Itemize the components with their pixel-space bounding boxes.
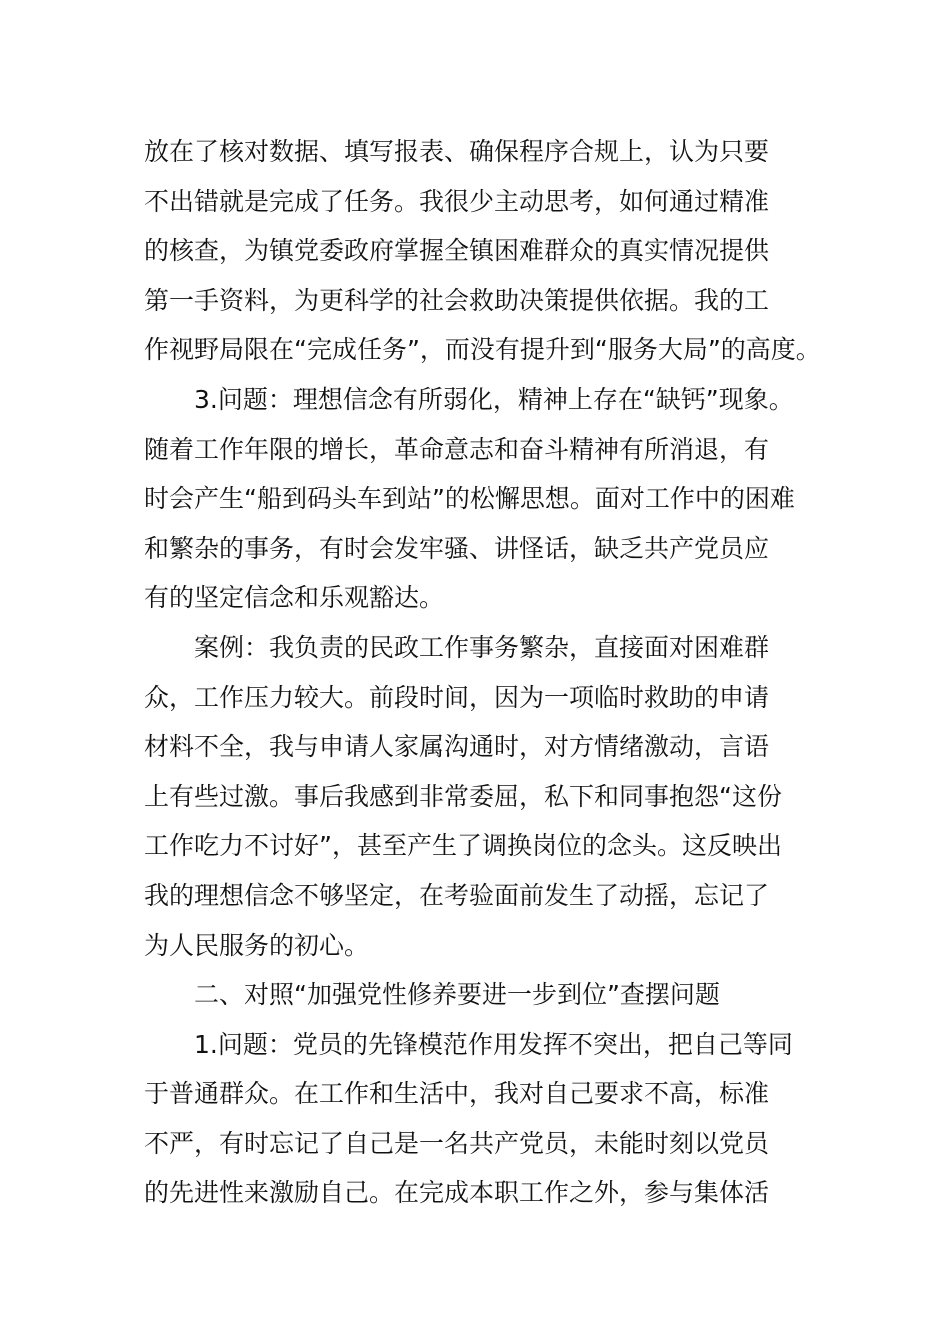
- text-line: 不出错就是完成了任务。我很少主动思考，如何通过精准: [144, 186, 770, 216]
- text-line: 众，工作压力较大。前段时间，因为一项临时救助的申请: [144, 682, 770, 712]
- text-line: 的核查，为镇党委政府掌握全镇困难群众的真实情况提供: [144, 236, 770, 266]
- text-line: 的先进性来激励自己。在完成本职工作之外，参与集体活: [144, 1178, 770, 1208]
- text-line: 第一手资料，为更科学的社会救助决策提供依据。我的工: [144, 285, 770, 315]
- text-line: 放在了核对数据、填写报表、确保程序合规上，认为只要: [144, 137, 770, 166]
- document-body: [144, 127, 821, 1218]
- text-line: 作视野局限在“完成任务”，而没有提升到“服务大局”的高度。: [144, 335, 821, 365]
- text-line: 于普通群众。在工作和生活中，我对自己要求不高，标准: [144, 1079, 770, 1109]
- text-line: 案例：我负责的民政工作事务繁杂，直接面对困难群: [194, 632, 770, 662]
- text-line: 我的理想信念不够坚定，在考验面前发生了动摇，忘记了: [144, 880, 770, 910]
- text-line: 和繁杂的事务，有时会发牢骚、讲怪话，缺乏共产党员应: [144, 533, 770, 563]
- text-line: 为人民服务的初心。: [144, 930, 370, 960]
- text-line: 1.问题：党员的先锋模范作用发挥不突出，把自己等同: [194, 1029, 793, 1059]
- text-line: 工作吃力不讨好”，甚至产生了调换岗位的念头。这反映出: [144, 831, 782, 861]
- text-line: 随着工作年限的增长，革命意志和奋斗精神有所消退，有: [144, 434, 770, 464]
- text-line: 3.问题：理想信念有所弱化，精神上存在“缺钙”现象。: [194, 384, 794, 414]
- text-line: 时会产生“船到码头车到站”的松懈思想。面对工作中的困难: [144, 484, 795, 514]
- text-line: 不严，有时忘记了自己是一名共产党员，未能时刻以党员: [144, 1128, 770, 1158]
- text-line: 有的坚定信念和乐观豁达。: [144, 583, 445, 613]
- text-line: 二、对照“加强党性修养要进一步到位”查摆问题: [194, 980, 720, 1010]
- text-line: 材料不全，我与申请人家属沟通时，对方情绪激动，言语: [144, 732, 770, 762]
- text-line: 上有些过激。事后我感到非常委屈，私下和同事抱怨“这份: [144, 781, 782, 811]
